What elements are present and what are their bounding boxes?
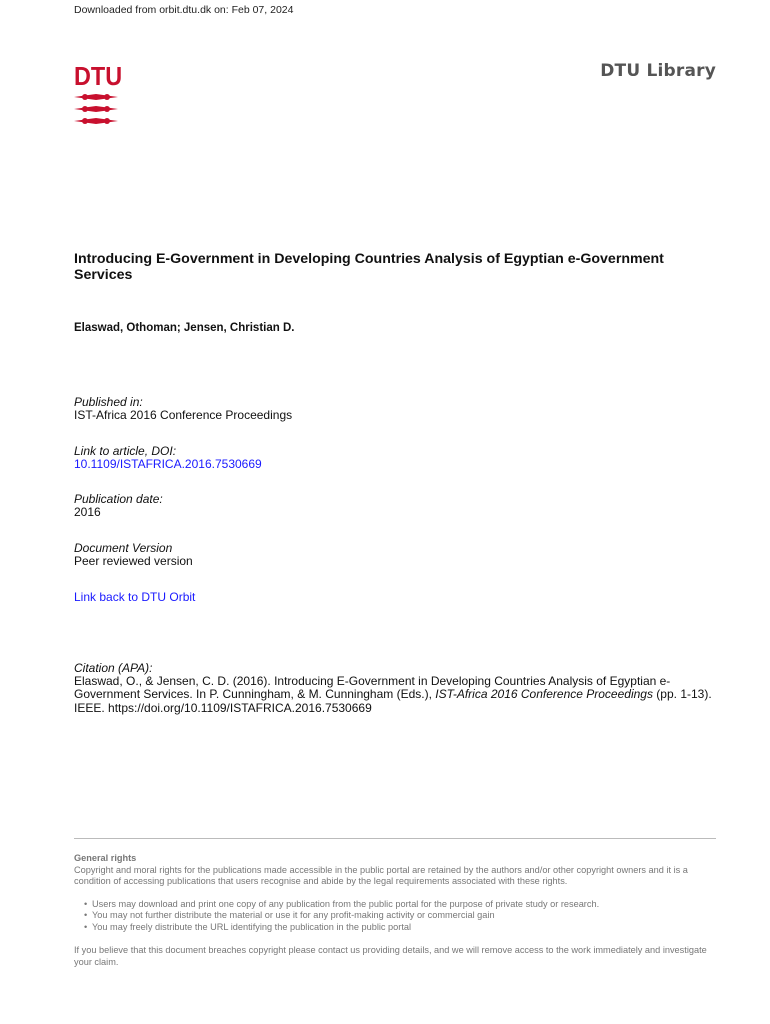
paper-title: Introducing E-Government in Developing Countries Analysis of Egyptian e-Government Services — [74, 251, 664, 283]
citation-text — [74, 675, 724, 715]
pub-date-block — [74, 493, 163, 519]
rights-list — [74, 899, 719, 934]
rights-bullet: • You may not further distribute the material or use it for any profit-making activity or commercial gain — [92, 910, 719, 922]
citation-part2: (pp. 1-13). IEEE. https://doi.org/10.1109/ISTAFRICA.2016.7530669 — [74, 687, 712, 715]
download-note: Downloaded from orbit.dtu.dk on: Feb 07, 2024 — [74, 4, 294, 16]
rights-bullet: • Users may download and print one copy of any publication from the public portal for the purpose of private study or research. — [92, 899, 719, 911]
doi-label: Link to article, DOI: — [74, 444, 177, 458]
citation-proceedings: IST-Africa 2016 Conference Proceedings — [435, 687, 653, 702]
orbit-link[interactable]: Link back to DTU Orbit — [74, 590, 196, 604]
version-value: Peer reviewed version — [74, 554, 193, 568]
citation-label: Citation (APA): — [74, 661, 153, 675]
version-block — [74, 542, 193, 568]
rights-footer: If you believe that this document breaches copyright please contact us providing details, and we will remove access to the work immediately and investigate your claim. — [74, 945, 707, 967]
dtu-logo — [74, 61, 123, 125]
pub-date-label: Publication date: — [74, 492, 163, 506]
doi-block — [74, 445, 262, 471]
doi-link[interactable]: 10.1109/ISTAFRICA.2016.7530669 — [74, 457, 262, 471]
dtu-logo-text: DTU — [74, 61, 123, 91]
published-in-label: Published in: — [74, 395, 143, 409]
paper-authors: Elaswad, Othoman; Jensen, Christian D. — [74, 322, 295, 334]
divider — [74, 838, 716, 839]
dtu-logo-waves-icon — [74, 93, 118, 125]
published-in — [74, 396, 292, 422]
version-label: Document Version — [74, 541, 173, 555]
rights-intro: Copyright and moral rights for the publications made accessible in the public portal are retained by the authors and/or other copyright owners and it is a condition of accessing publications that users recognise and abide by the legal requirements associated with these rights. — [74, 864, 688, 886]
citation-block — [74, 662, 724, 715]
citation-part1: Elaswad, O., & Jensen, C. D. (2016). Introducing E-Government in Developing Countries Analysis of Egyptian e-Government Services. In P. Cunningham, & M. Cunningham (Eds.), — [74, 674, 671, 702]
rights-heading: General rights — [74, 853, 137, 863]
general-rights — [74, 853, 719, 968]
pub-date-value: 2016 — [74, 505, 101, 519]
rights-bullet: • You may freely distribute the URL identifying the publication in the public portal — [92, 922, 719, 934]
published-in-value: IST-Africa 2016 Conference Proceedings — [74, 408, 293, 422]
dtu-library-label: DTU Library — [600, 61, 716, 81]
